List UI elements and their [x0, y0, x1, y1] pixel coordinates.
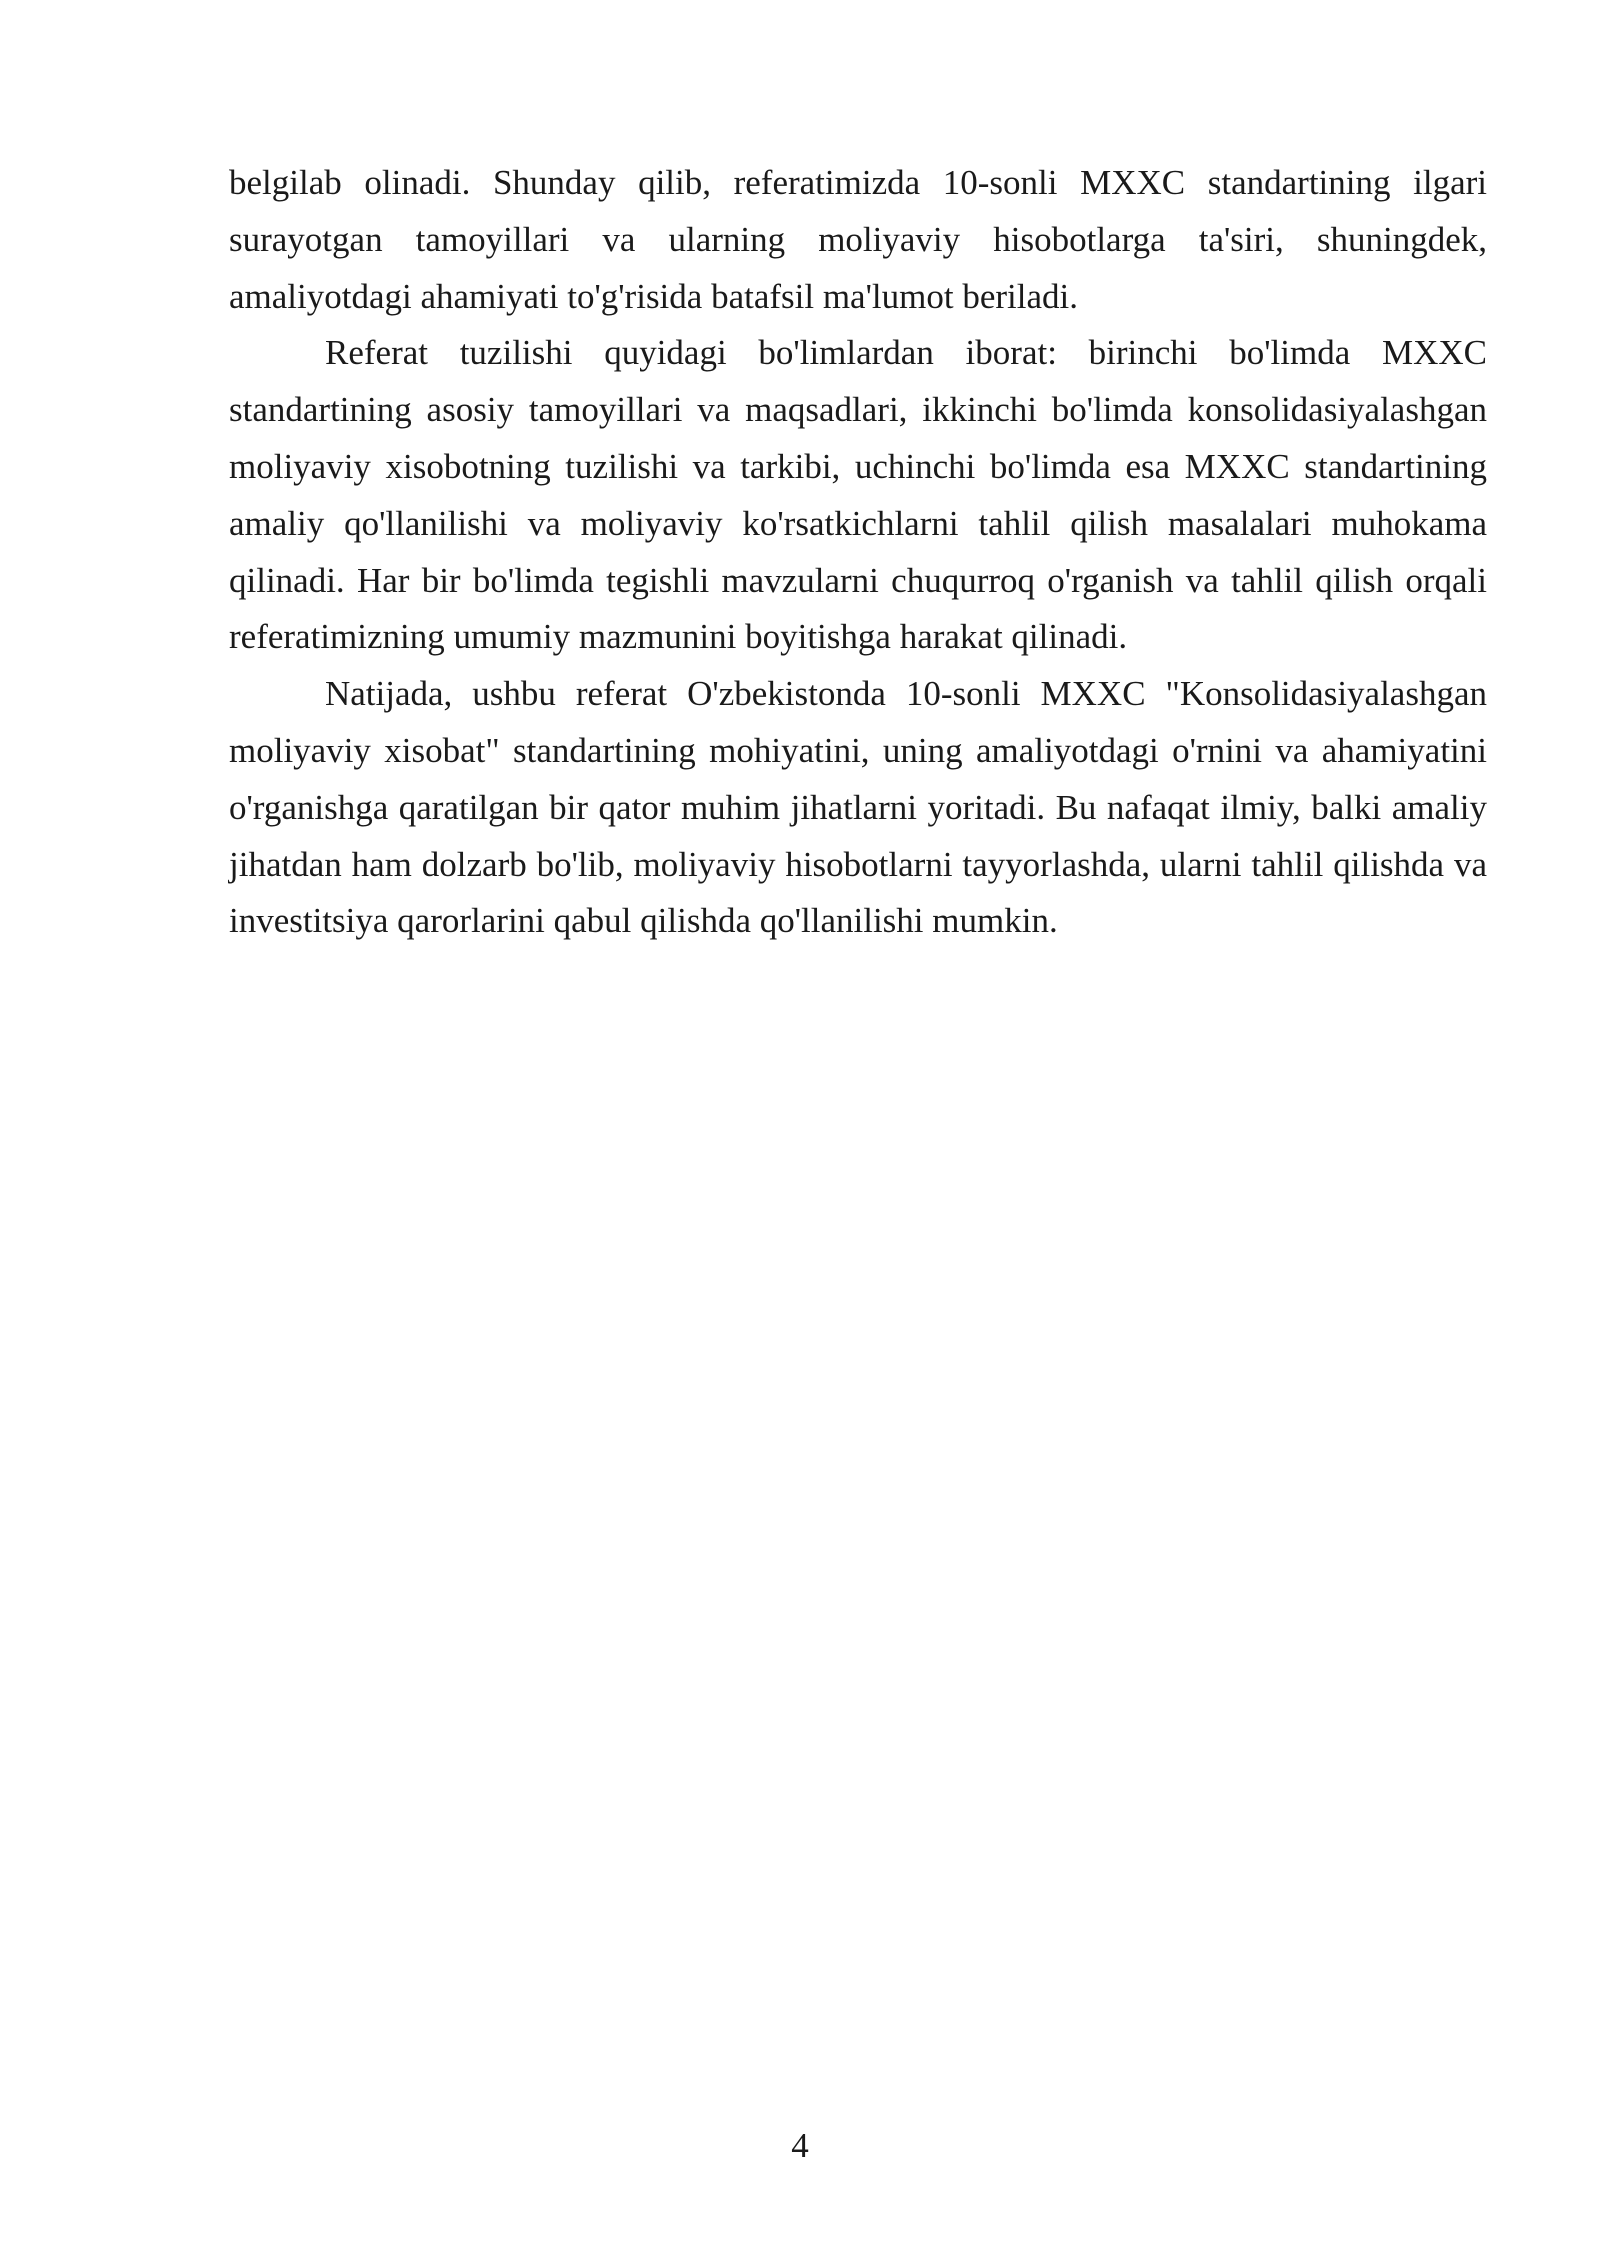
paragraph-structure: Referat tuzilishi quyidagi bo'limlardan iborat: birinchi bo'limda MXXC standartining asosiy tamoyillari va maqsadlari, ikkinchi bo'limda konsolidasiyalashgan moliyaviy xisobotning tuzilishi va tarkibi, uchinchi bo'limda esa MXXC standartining amaliy qo'llanilishi va moliyaviy ko'rsatkichlarni tahlil qilish masalalari muhokama qilinadi. Har bir bo'limda tegishli mavzularni chuqurroq o'rganish va tahlil qilish orqali referatimizning umumiy mazmunini boyitishga harakat qilinadi. [229, 333, 1487, 657]
document-body [229, 155, 1487, 950]
page-number: 4 [791, 2126, 809, 2165]
paragraph-continuation: belgilab olinadi. Shunday qilib, referatimizda 10-sonli MXXC standartining ilgari surayotgan tamoyillari va ularning moliyaviy hisobotlarga ta'siri, shuningdek, amaliyotdagi ahamiyati to'g'risida batafsil ma'lumot beriladi. [229, 163, 1487, 316]
paragraph-conclusion: Natijada, ushbu referat O'zbekistonda 10-sonli MXXC "Konsolidasiyalashgan moliyaviy xisobat" standartining mohiyatini, uning amaliyotdagi o'rnini va ahamiyatini o'rganishga qaratilgan bir qator muhim jihatlarni yoritadi. Bu nafaqat ilmiy, balki amaliy jihatdan ham dolzarb bo'lib, moliyaviy hisobotlarni tayyorlashda, ularni tahlil qilishda va investitsiya qarorlarini qabul qilishda qo'llanilishi mumkin. [229, 674, 1487, 941]
